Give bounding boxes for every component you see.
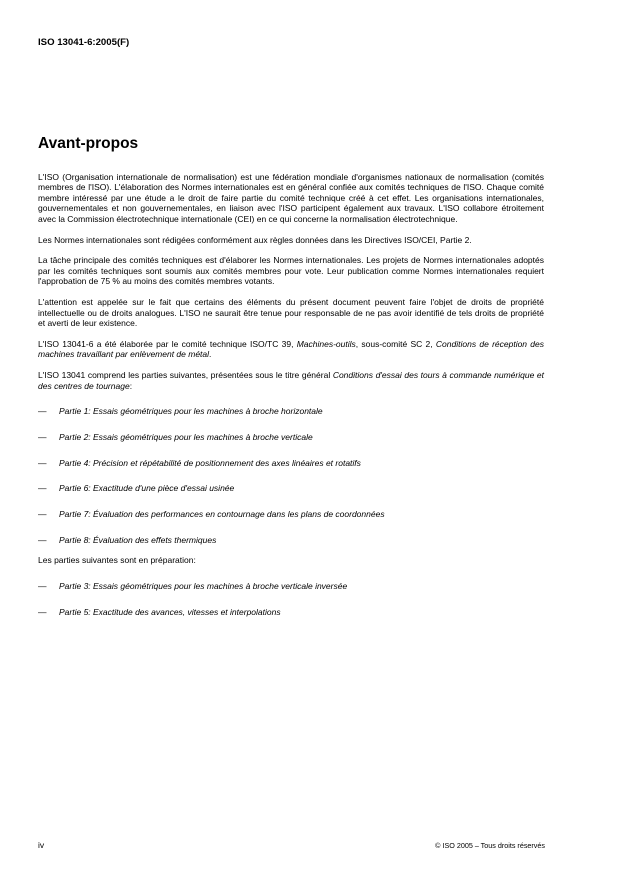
list-item: [38, 432, 544, 442]
paragraph-prepared-by: [38, 339, 544, 360]
list-item: [38, 535, 544, 545]
part-title: Partie 4: Précision et répétabilité de positionnement des axes linéaires et rotatifs: [59, 457, 361, 468]
dash-bullet: —: [38, 483, 47, 494]
dash-bullet: —: [38, 534, 47, 545]
parts-intro-text: L'ISO 13041 comprend les parties suivantes, présentées sous le titre général: [38, 370, 333, 381]
period: .: [209, 349, 212, 360]
list-item: [38, 607, 544, 617]
paragraph-iso-organisation: L'ISO (Organisation internationale de normalisation) est une fédération mondiale d'organismes nationaux de normalisation (comités membres de l'ISO). L'élaboration des Normes internationales est en général confiée aux comités techniques de l'ISO. Chaque comité membre intéressé par une étude a le droit de faire partie du comité technique créé à cet effet. Les organisations internationales, gouvernementales et non gouvernementales, en liaison avec l'ISO participent également aux travaux. L'ISO collabore étroitement avec la Commission électrotechnique internationale (CEI) en ce qui concerne la normalisation électrotechnique.: [38, 172, 544, 224]
paragraph-in-preparation: Les parties suivantes sont en préparation:: [38, 555, 196, 566]
part-title: Partie 5: Exactitude des avances, vitesses et interpolations: [59, 606, 281, 617]
part-title: Partie 1: Essais géométriques pour les machines à broche horizontale: [59, 406, 323, 416]
dash-bullet: —: [38, 406, 47, 416]
part-title: Partie 3: Essais géométriques pour les machines à broche verticale inversée: [59, 580, 348, 591]
dash-bullet: —: [38, 509, 47, 520]
paragraph-patent-rights: L'attention est appelée sur le fait que certains des éléments du présent document peuvent faire l'objet de droits de propriété intellectuelle ou de droits analogues. L'ISO ne saurait être tenue pour responsable de ne pas avoir identifié de tels droits de propriété et averti de leur existence.: [38, 297, 544, 328]
part-title: Partie 8: Évaluation des effets thermiques: [59, 534, 217, 545]
part-title: Partie 2: Essais géométriques pour les machines à broche verticale: [59, 431, 313, 442]
page-title: Avant-propos: [38, 135, 139, 152]
published-parts-list: [38, 406, 544, 545]
list-item: [38, 581, 544, 591]
prepared-by-text: L'ISO 13041-6 a été élaborée par le comité technique ISO/TC 39,: [38, 338, 297, 349]
foreword-body: [38, 172, 544, 632]
list-item: [38, 406, 544, 416]
list-item: [38, 483, 544, 493]
document-id-header: ISO 13041-6:2005(F): [38, 37, 130, 48]
paragraph-technical-committees: La tâche principale des comités techniques est d'élaborer les Normes internationales. Les projets de Normes internationales adoptés par les comités techniques sont soumis aux comités membres pour vote. Leur publication comme Normes internationales requiert l'approbation de 75 % au moins des comités membres votants.: [38, 255, 544, 287]
dash-bullet: —: [38, 580, 47, 591]
copyright-notice: © ISO 2005 – Tous droits réservés: [435, 841, 545, 850]
general-title: Conditions d'essai des tours à commande numérique et des centres de tournage: [38, 370, 544, 391]
subcommittee-text: , sous-comité SC 2,: [355, 338, 436, 349]
committee-title: Machines-outils: [296, 338, 356, 349]
dash-bullet: —: [38, 606, 47, 617]
dash-bullet: —: [38, 431, 47, 442]
paragraph-directives: Les Normes internationales sont rédigées conformément aux règles données dans les Directives ISO/CEI, Partie 2.: [38, 234, 472, 245]
list-item: [38, 509, 544, 519]
page-number: iv: [38, 840, 45, 850]
colon: :: [129, 380, 133, 391]
list-item: [38, 458, 544, 468]
in-preparation-parts-list: [38, 581, 544, 617]
dash-bullet: —: [38, 457, 47, 468]
subcommittee-title: Conditions de réception des machines travaillant par enlèvement de métal: [38, 338, 545, 360]
part-title: Partie 6: Exactitude d'une pièce d'essai usinée: [59, 483, 235, 494]
part-title: Partie 7: Évaluation des performances en contournage dans les plans de coordonnées: [59, 509, 385, 520]
paragraph-parts-intro: [38, 370, 544, 391]
